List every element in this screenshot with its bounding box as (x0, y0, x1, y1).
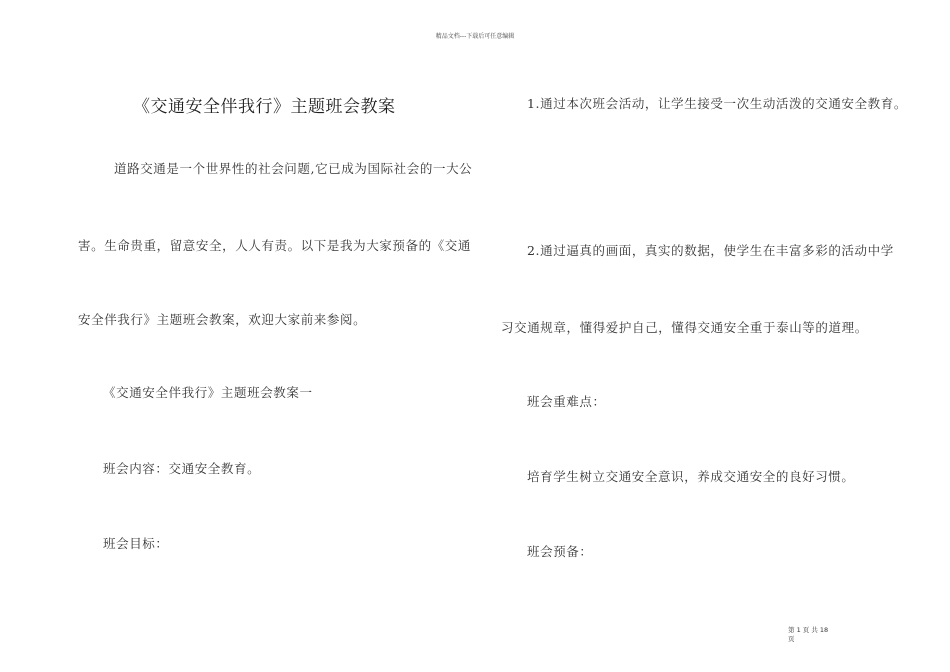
page-indicator: 第 1 页 共 18 页 (788, 626, 829, 643)
document-header-note: 精品文档---下载后可任意编辑 (435, 33, 515, 40)
document-title: 《交通安全伴我行》主题班会教案 (133, 97, 396, 117)
class-goal-label: 班会目标： (103, 536, 169, 551)
intro-paragraph-line-3: 安全伴我行》主题班会教案，欢迎大家前来参阅。 (78, 312, 367, 327)
intro-paragraph-line-1: 道路交通是一个世界性的社会问题,它已成为国际社会的一大公 (114, 161, 473, 176)
class-content-line: 班会内容：交通安全教育。 (103, 461, 261, 476)
lesson-plan-subtitle: 《交通安全伴我行》主题班会教案一 (103, 385, 313, 400)
intro-paragraph-line-2: 害。生命贵重，留意安全，人人有责。以下是我为大家预备的《交通 (78, 238, 472, 253)
key-points-text: 培育学生树立交通安全意识，养成交通安全的良好习惯。 (527, 469, 855, 484)
preparation-label: 班会预备： (527, 544, 593, 559)
goal-item-2-line-1: 2.通过逼真的画面，真实的数据，使学生在丰富多彩的活动中学 (527, 243, 894, 258)
key-points-label: 班会重难点： (527, 394, 606, 409)
goal-item-1: 1.通过本次班会活动，让学生接受一次生动活泼的交通安全教育。 (527, 96, 907, 111)
goal-item-2-line-2: 习交通规章，懂得爱护自己，懂得交通安全重于泰山等的道理。 (501, 320, 868, 335)
